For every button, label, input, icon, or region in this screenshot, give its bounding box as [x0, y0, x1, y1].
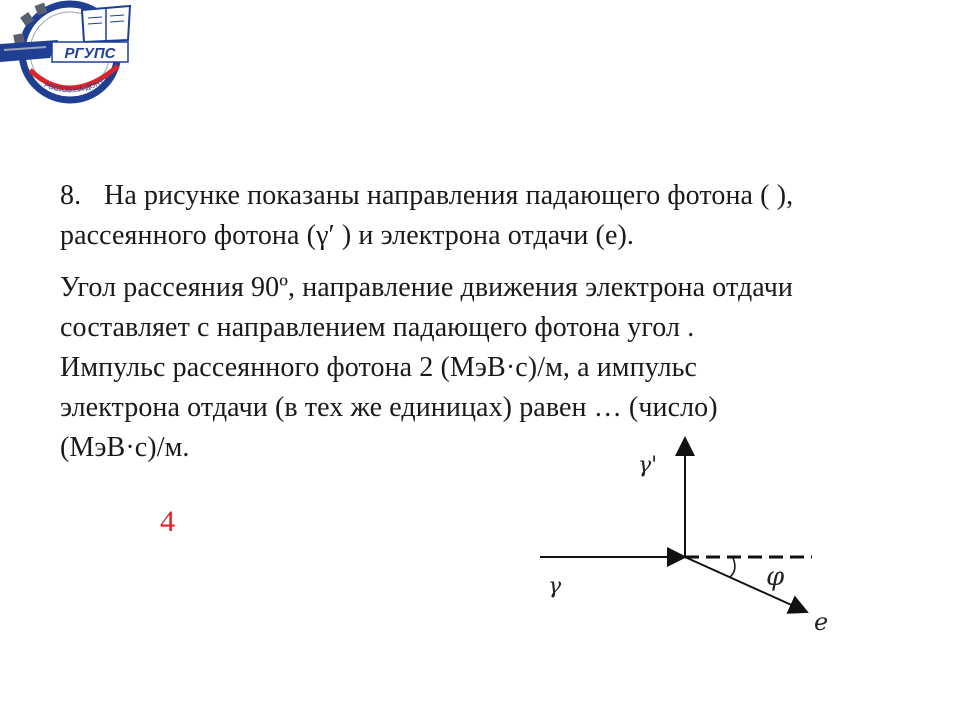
answer-value: 4	[160, 505, 175, 538]
question-line-1: На рисунке показаны направления падающего фотона ( ),	[104, 180, 794, 211]
scattering-diagram	[530, 430, 850, 640]
question-line-4: составляет с направлением падающего фотона угол .	[60, 312, 695, 343]
label-scattered-photon: γ'	[638, 453, 658, 478]
logo-ring-text: РОСТОВ-НА-ДОНУ	[42, 78, 106, 95]
question-line-3: Угол рассеяния 90º, направление движения электрона отдачи	[60, 272, 793, 303]
label-incident-photon: γ	[548, 574, 562, 599]
question-line-7: (МэВ·с)/м.	[60, 432, 190, 463]
question-intro	[60, 176, 920, 256]
question-line-5: Импульс рассеянного фотона 2 (МэВ·с)/м, а импульс	[60, 352, 698, 383]
question-text	[60, 176, 920, 468]
question-line-2: рассеянного фотона (γ′ ) и электрона отдачи (e).	[60, 220, 635, 251]
question-line-6: электрона отдачи (в тех же единицах) равен … (число)	[60, 392, 718, 423]
university-logo	[0, 0, 140, 118]
electron-arrow	[685, 557, 807, 612]
label-electron: e	[814, 608, 829, 636]
label-angle: φ	[766, 562, 785, 592]
logo-title: РГУПС	[64, 45, 116, 62]
angle-arc	[730, 558, 735, 577]
question-number: 8.	[60, 180, 82, 211]
